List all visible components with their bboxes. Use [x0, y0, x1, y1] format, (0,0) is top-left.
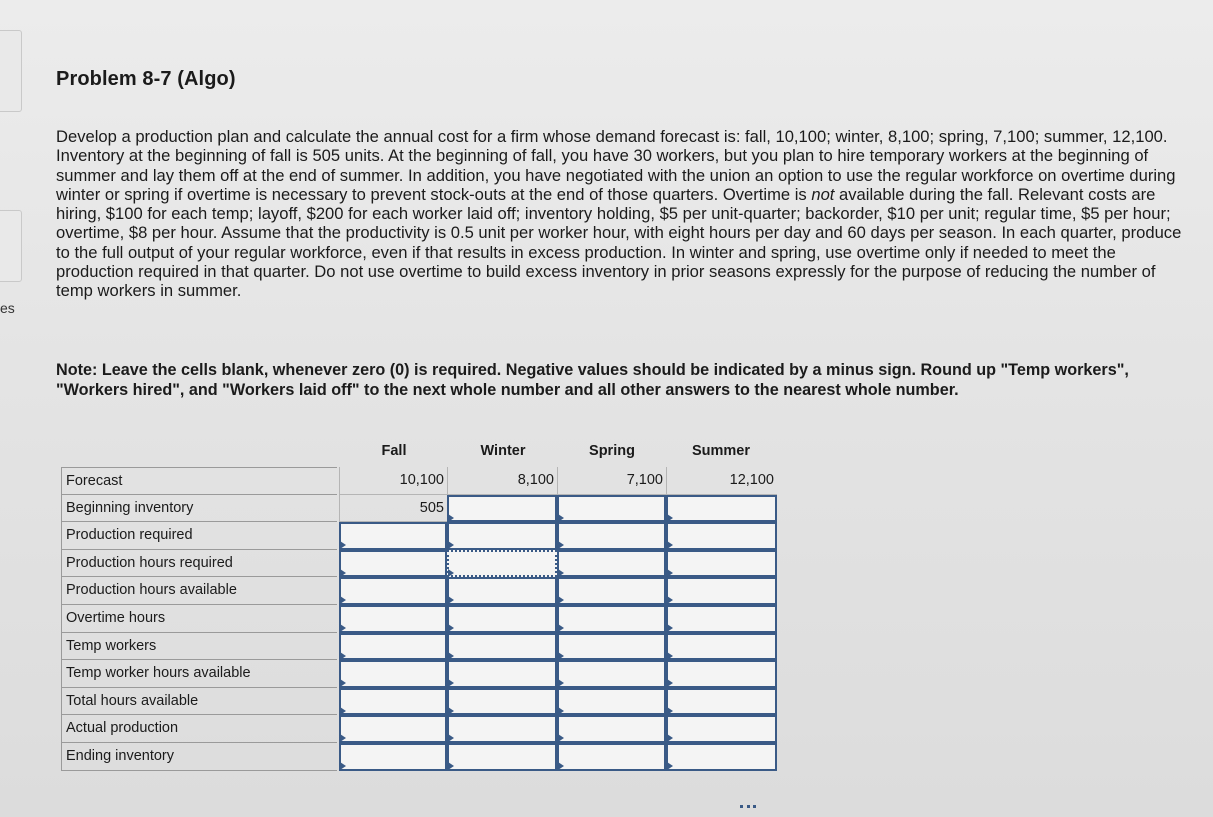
row-label: Temp workers [61, 633, 337, 661]
input-cell-fall[interactable] [339, 743, 447, 771]
cell-pointer-icon [448, 514, 454, 522]
table-row [61, 550, 778, 578]
value-cell-summer: 12,100 [666, 467, 777, 495]
input-cell-winter[interactable] [447, 495, 557, 523]
cell-pointer-icon [448, 679, 454, 687]
input-cell-summer[interactable] [666, 495, 777, 523]
row-label: Total hours available [61, 688, 337, 716]
cell-pointer-icon [448, 541, 454, 549]
input-cell-fall[interactable] [339, 688, 447, 716]
input-cell-fall[interactable] [339, 550, 447, 578]
input-cell-summer[interactable] [666, 688, 777, 716]
value-cell-winter: 8,100 [447, 467, 557, 495]
input-cell-spring[interactable] [557, 605, 666, 633]
row-label: Temp worker hours available [61, 660, 337, 688]
row-label: Actual production [61, 715, 337, 743]
input-cell-spring[interactable] [557, 688, 666, 716]
left-edge-box [0, 210, 22, 282]
left-edge-panel [0, 0, 24, 817]
input-cell-spring[interactable] [557, 577, 666, 605]
input-cell-fall[interactable] [339, 577, 447, 605]
cell-pointer-icon [340, 707, 346, 715]
input-cell-spring[interactable] [557, 495, 666, 523]
row-label: Ending inventory [61, 743, 337, 771]
table-row [61, 743, 778, 771]
input-cell-fall[interactable] [339, 715, 447, 743]
cell-pointer-icon [340, 652, 346, 660]
production-plan-table [61, 439, 778, 772]
cell-pointer-icon [667, 679, 673, 687]
cell-pointer-icon [667, 734, 673, 742]
cell-pointer-icon [448, 596, 454, 604]
table-row [61, 577, 778, 605]
cell-pointer-icon [340, 569, 346, 577]
input-cell-spring[interactable] [557, 660, 666, 688]
left-edge-box [0, 30, 22, 112]
input-cell-winter[interactable] [447, 660, 557, 688]
input-cell-spring[interactable] [557, 715, 666, 743]
row-label: Forecast [61, 467, 337, 495]
instructions-note: Note: Leave the cells blank, whenever zero (0) is required. Negative values should be indicated by a minus sign. Round up "Temp workers", "Workers hired", and "Workers laid off" to the next whole number and all other answers to the nearest whole number. [56, 361, 1129, 399]
cell-pointer-icon [448, 624, 454, 632]
input-cell-winter[interactable] [447, 577, 557, 605]
table-row [61, 715, 778, 743]
input-cell-fall[interactable] [339, 633, 447, 661]
table-row [61, 633, 778, 661]
cell-pointer-icon [558, 679, 564, 687]
cell-pointer-icon [448, 734, 454, 742]
problem-statement [56, 127, 1191, 301]
column-header-spring: Spring [589, 443, 635, 459]
column-header-winter: Winter [480, 443, 526, 459]
cell-pointer-icon [558, 762, 564, 770]
cell-pointer-icon [448, 707, 454, 715]
input-cell-spring[interactable] [557, 550, 666, 578]
cell-pointer-icon [667, 762, 673, 770]
input-cell-spring[interactable] [557, 633, 666, 661]
cell-pointer-icon [340, 596, 346, 604]
more-indicator-icon [740, 805, 756, 813]
input-cell-winter[interactable] [447, 522, 557, 550]
input-cell-summer[interactable] [666, 522, 777, 550]
input-cell-summer[interactable] [666, 605, 777, 633]
cell-pointer-icon [558, 569, 564, 577]
table-row [61, 495, 778, 523]
cell-pointer-icon [340, 762, 346, 770]
input-cell-summer[interactable] [666, 577, 777, 605]
row-label: Production required [61, 522, 337, 550]
value-cell-spring: 7,100 [557, 467, 666, 495]
table-row [61, 660, 778, 688]
input-cell-fall[interactable] [339, 605, 447, 633]
cell-pointer-icon [448, 762, 454, 770]
left-edge-label: es [0, 300, 15, 316]
cell-pointer-icon [558, 707, 564, 715]
input-cell-summer[interactable] [666, 715, 777, 743]
value-cell-fall: 505 [339, 495, 447, 523]
input-cell-fall[interactable] [339, 522, 447, 550]
row-label: Production hours available [61, 577, 337, 605]
cell-pointer-icon [667, 541, 673, 549]
row-label: Beginning inventory [61, 495, 337, 523]
input-cell-summer[interactable] [666, 633, 777, 661]
table-header-row [61, 439, 778, 466]
problem-text-part1: Develop a production plan and calculate the annual cost for a firm whose demand forecast is: fall, 10,100; winter, 8,100; spring, 7,100; summer, 12,100. Inventory at the beginning of fall is 505 units. At the beginning of fall, you have 30 workers, but you plan to hire temporary workers at the beginning of summer and lay them off at the end of summer. In addition, you have negotiated with the union an option to use the regular workforce on overtime during winter or spring if overtime is necessary to prevent stock-outs at the end of those quarters. Overtime is [56, 127, 1176, 204]
column-header-fall: Fall [381, 443, 407, 459]
cell-pointer-icon [667, 596, 673, 604]
input-cell-summer[interactable] [666, 660, 777, 688]
cell-pointer-icon [558, 514, 564, 522]
input-cell-winter[interactable] [447, 688, 557, 716]
row-label: Overtime hours [61, 605, 337, 633]
table-row [61, 522, 778, 550]
value-cell-fall: 10,100 [339, 467, 447, 495]
problem-text-part2: available during the fall. Relevant costs are hiring, $100 for each temp; layoff, $200 for each worker laid off; inventory holding, $5 per unit-quarter; backorder, $10 per unit; regular time, $5 per hour; overtime, $8 per hour. Assume that the productivity is 0.5 unit per worker hour, with eight hours per day and 60 days per season. In each quarter, produce to the full output of your regular workforce, even if that results in excess production. In winter and spring, use overtime only if needed to meet the production required in that quarter. Do not use overtime to build excess inventory in prior seasons expressly for the purpose of reducing the number of temp workers in summer. [56, 184, 1182, 301]
input-cell-winter[interactable] [447, 633, 557, 661]
cell-pointer-icon [667, 514, 673, 522]
input-cell-fall[interactable] [339, 660, 447, 688]
problem-title: Problem 8-7 (Algo) [56, 68, 236, 90]
input-cell-winter[interactable] [447, 715, 557, 743]
cell-pointer-icon [558, 624, 564, 632]
cell-pointer-icon [667, 707, 673, 715]
cell-pointer-icon [448, 569, 454, 577]
cell-pointer-icon [340, 541, 346, 549]
input-cell-spring[interactable] [557, 522, 666, 550]
cell-pointer-icon [340, 679, 346, 687]
cell-pointer-icon [558, 652, 564, 660]
table-row [61, 688, 778, 716]
cell-pointer-icon [340, 734, 346, 742]
cell-pointer-icon [558, 596, 564, 604]
table-row [61, 467, 778, 495]
cell-pointer-icon [667, 624, 673, 632]
column-header-summer: Summer [691, 443, 751, 459]
input-cell-winter[interactable] [447, 743, 557, 771]
table-row [61, 605, 778, 633]
cell-pointer-icon [558, 541, 564, 549]
input-cell-summer[interactable] [666, 743, 777, 771]
cell-pointer-icon [448, 652, 454, 660]
row-label: Production hours required [61, 550, 337, 578]
input-cell-winter[interactable] [447, 605, 557, 633]
input-cell-spring[interactable] [557, 743, 666, 771]
cell-pointer-icon [558, 734, 564, 742]
problem-text-italic: not [811, 184, 835, 204]
cell-pointer-icon [667, 652, 673, 660]
cell-pointer-icon [340, 624, 346, 632]
cell-pointer-icon [667, 569, 673, 577]
input-cell-winter[interactable] [447, 550, 557, 578]
input-cell-summer[interactable] [666, 550, 777, 578]
